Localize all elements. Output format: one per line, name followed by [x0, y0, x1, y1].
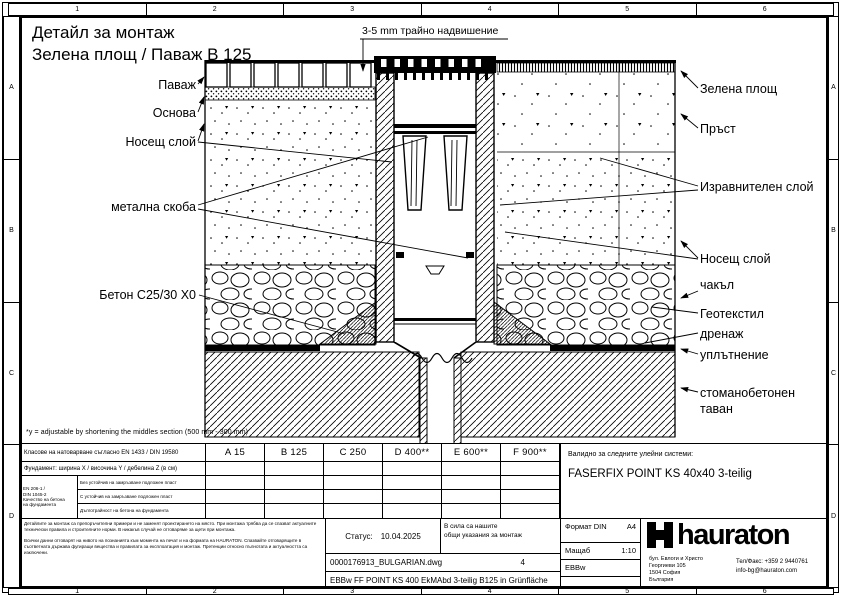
table-cell-empty	[442, 476, 501, 490]
table-cell-empty	[383, 462, 442, 476]
scale-label: Мащаб	[565, 546, 591, 555]
status-label: Статус:	[345, 531, 373, 541]
table-cell-empty	[501, 504, 560, 519]
concrete-standard-cell	[21, 476, 78, 519]
table-cell-empty	[324, 476, 383, 490]
label-uplatnenie: уплътнение	[700, 348, 769, 362]
hauraton-logo-icon	[647, 522, 673, 548]
paving-side-layers	[205, 60, 375, 345]
email: info-bg@hauraton.com	[736, 568, 798, 574]
concrete-row-label: С устойчив на замръзване подложен пласт	[78, 490, 206, 504]
grid-strip-bottom	[8, 588, 834, 595]
right-layer-labels	[700, 82, 814, 416]
phone-fax: Тел/Факс: +359 2 9440761	[736, 559, 809, 565]
load-class-a15: A 15	[206, 444, 265, 462]
format-label: Формат DIN	[565, 522, 607, 531]
label-tavan: таван	[700, 402, 733, 416]
grid-strip-top	[8, 3, 834, 16]
file-name: 0000176913_BULGARIAN.dwg	[330, 558, 443, 567]
label-osnova: Основа	[152, 106, 196, 120]
concrete-row-label: Дълготрайност на бетона на фундамента	[78, 504, 206, 519]
address-line: 1504 София	[649, 570, 681, 577]
label-zelena-plosht: Зелена площ	[700, 82, 778, 96]
load-class-b125: B 125	[265, 444, 324, 462]
concrete-standard-line: EN 206-1 /	[23, 486, 45, 492]
table-cell-empty	[442, 462, 501, 476]
grid-cell: C	[828, 303, 839, 446]
valid-systems-label: Валидно за следните улейни системи:	[568, 451, 694, 458]
grid-cell: A	[828, 16, 839, 160]
table-cell-empty	[324, 504, 383, 519]
table-cell-empty	[501, 476, 560, 490]
file-row	[326, 553, 561, 571]
table-cell-empty	[206, 490, 265, 504]
product-name: FASERFIX POINT KS 40x40 3-teilig	[568, 468, 752, 480]
concrete-standard-line: DIN 1045-2	[23, 491, 47, 497]
address-line: България	[649, 577, 674, 584]
disclaimer-paragraph-2: Всички данни отговарят на нивото на познанията към момента на печат и на формата на HAURATON. Спазвайте отговарящите в съответната държава фугиращи вещества и правилата за експлоатация и монтаж. Претенции относно пълнотата и актуалността са изключени.	[24, 537, 308, 555]
label-geotekstil: Геотекстил	[700, 307, 764, 321]
green-side-layers	[496, 60, 676, 345]
grid-cell: 5	[559, 588, 697, 595]
grid-cell: 1	[8, 3, 147, 16]
table-cell-empty	[442, 504, 501, 519]
grid-cell: 6	[697, 588, 835, 595]
load-class-d400: D 400**	[383, 444, 442, 462]
format-scale-box	[561, 519, 641, 589]
table-cell-empty	[501, 462, 560, 476]
load-class-table	[20, 443, 560, 518]
disclaimer-block	[20, 518, 325, 588]
hauraton-wordmark: hauraton	[677, 519, 790, 551]
grid-cell: 3	[284, 3, 422, 16]
table-cell-empty	[265, 476, 324, 490]
load-class-c250: C 250	[324, 444, 383, 462]
table-cell-empty	[442, 490, 501, 504]
grid-strip-right	[828, 16, 839, 588]
table-cell-empty	[206, 476, 265, 490]
table-cell-empty	[265, 462, 324, 476]
label-drenazh: дренаж	[700, 327, 744, 341]
label-metalna-skoba: метална скоба	[111, 200, 196, 214]
label-chakal: чакъл	[700, 278, 735, 292]
grid-cell: A	[3, 16, 20, 160]
status-date: 10.04.2025	[380, 531, 421, 541]
company-contact	[736, 558, 808, 576]
grid-cell: B	[828, 160, 839, 303]
address-line: Георгиеви 105	[649, 563, 686, 570]
author-initials: EBBw	[565, 563, 586, 572]
concrete-standard-line: Качество на бетона	[23, 497, 65, 502]
table-cell-empty	[324, 490, 383, 504]
grid-cell: D	[828, 445, 839, 588]
label-pavazh: Паваж	[158, 78, 196, 92]
annotation-text: 3-5 mm трайно надвишение	[362, 25, 499, 37]
scale-row	[561, 543, 640, 560]
table-cell-empty	[265, 490, 324, 504]
load-class-header-cell: Класове на натоварване съгласно EN 1433 / DIN 19580	[21, 444, 206, 462]
sheet-number: 4	[520, 558, 525, 567]
lower-rail	[394, 318, 476, 321]
installation-detail-drawing	[20, 16, 828, 443]
label-nosesht-sloy-right: Носещ слой	[700, 252, 771, 266]
brand-row	[647, 519, 790, 551]
adjustability-footnote: *y = adjustable by shortening the middles section (500 mm - 300 mm)	[26, 429, 249, 436]
table-cell-empty	[383, 504, 442, 519]
note-line: общи указания за монтаж	[444, 531, 522, 539]
grid-strip-left	[3, 16, 20, 588]
grid-cell: 5	[559, 3, 697, 16]
drawing-title-line1: Детайл за монтаж	[32, 23, 175, 42]
grid-cell: 2	[147, 588, 285, 595]
valid-systems-box	[561, 444, 829, 519]
scale-value: 1:10	[621, 546, 636, 555]
concrete-row-label: Без устойчив на замръзване подложен пласт	[78, 476, 206, 490]
channel-body	[374, 56, 496, 342]
label-stomanobetonen: стоманобетонен	[700, 386, 796, 400]
left-layer-labels	[99, 78, 196, 302]
drawing-title-line2: Зелена площ / Паваж B 125	[32, 45, 252, 64]
disclaimer-paragraph-1: Детайлите за монтаж са препоръчителни примери и не заменят проектирането на място. При монтажа трябва да се спазват актуалните технически правила и строителните норми. В никакъв случай не отговаряме за щети при монтажа.	[24, 521, 317, 532]
general-instructions-note	[441, 519, 561, 553]
grid-cell: 3	[284, 588, 422, 595]
status-block	[325, 518, 560, 588]
drawing-description: EBBw FF POINT KS 400 EkMAbd 3-teilig B125 in Grünfläche	[326, 571, 561, 589]
table-cell-empty	[501, 490, 560, 504]
note-line: В сила са нашите	[444, 523, 498, 530]
table-cell-empty	[383, 490, 442, 504]
concrete-standard-line: на фундамента	[23, 502, 57, 508]
grid-cell: 4	[422, 588, 560, 595]
status-cell	[326, 519, 441, 553]
address-line: бул. Евлоги и Христо	[649, 556, 703, 562]
format-row	[561, 519, 640, 543]
table-cell-empty	[324, 462, 383, 476]
table-cell-empty	[383, 476, 442, 490]
grid-cell: 6	[697, 3, 835, 16]
label-izravnitelen-sloy: Изравнителен слой	[700, 180, 814, 194]
author-row	[561, 560, 640, 577]
title-block	[560, 443, 828, 588]
load-class-e600: E 600**	[442, 444, 501, 462]
grid-cell: 1	[8, 588, 147, 595]
company-address	[649, 556, 703, 585]
grid-cell: 4	[422, 3, 560, 16]
label-beton: Бетон C25/30 X0	[99, 288, 196, 302]
grid-cell: B	[3, 160, 20, 303]
grid-cell: D	[3, 445, 20, 588]
grid-cell: 2	[147, 3, 285, 16]
table-cell-empty	[265, 504, 324, 519]
brand-area	[641, 519, 829, 589]
label-nosesht-sloy-left: Носещ слой	[125, 135, 196, 149]
label-prast: Пръст	[700, 122, 736, 136]
load-class-f900: F 900**	[501, 444, 560, 462]
format-value: A4	[626, 522, 636, 531]
paver-blocks	[206, 63, 371, 87]
table-cell-empty	[206, 504, 265, 519]
table-cell-empty	[206, 462, 265, 476]
foundation-row-label: Фундамент: ширина X / височина Y / дебелина Z (в см)	[21, 462, 206, 476]
grid-cell: C	[3, 303, 20, 446]
